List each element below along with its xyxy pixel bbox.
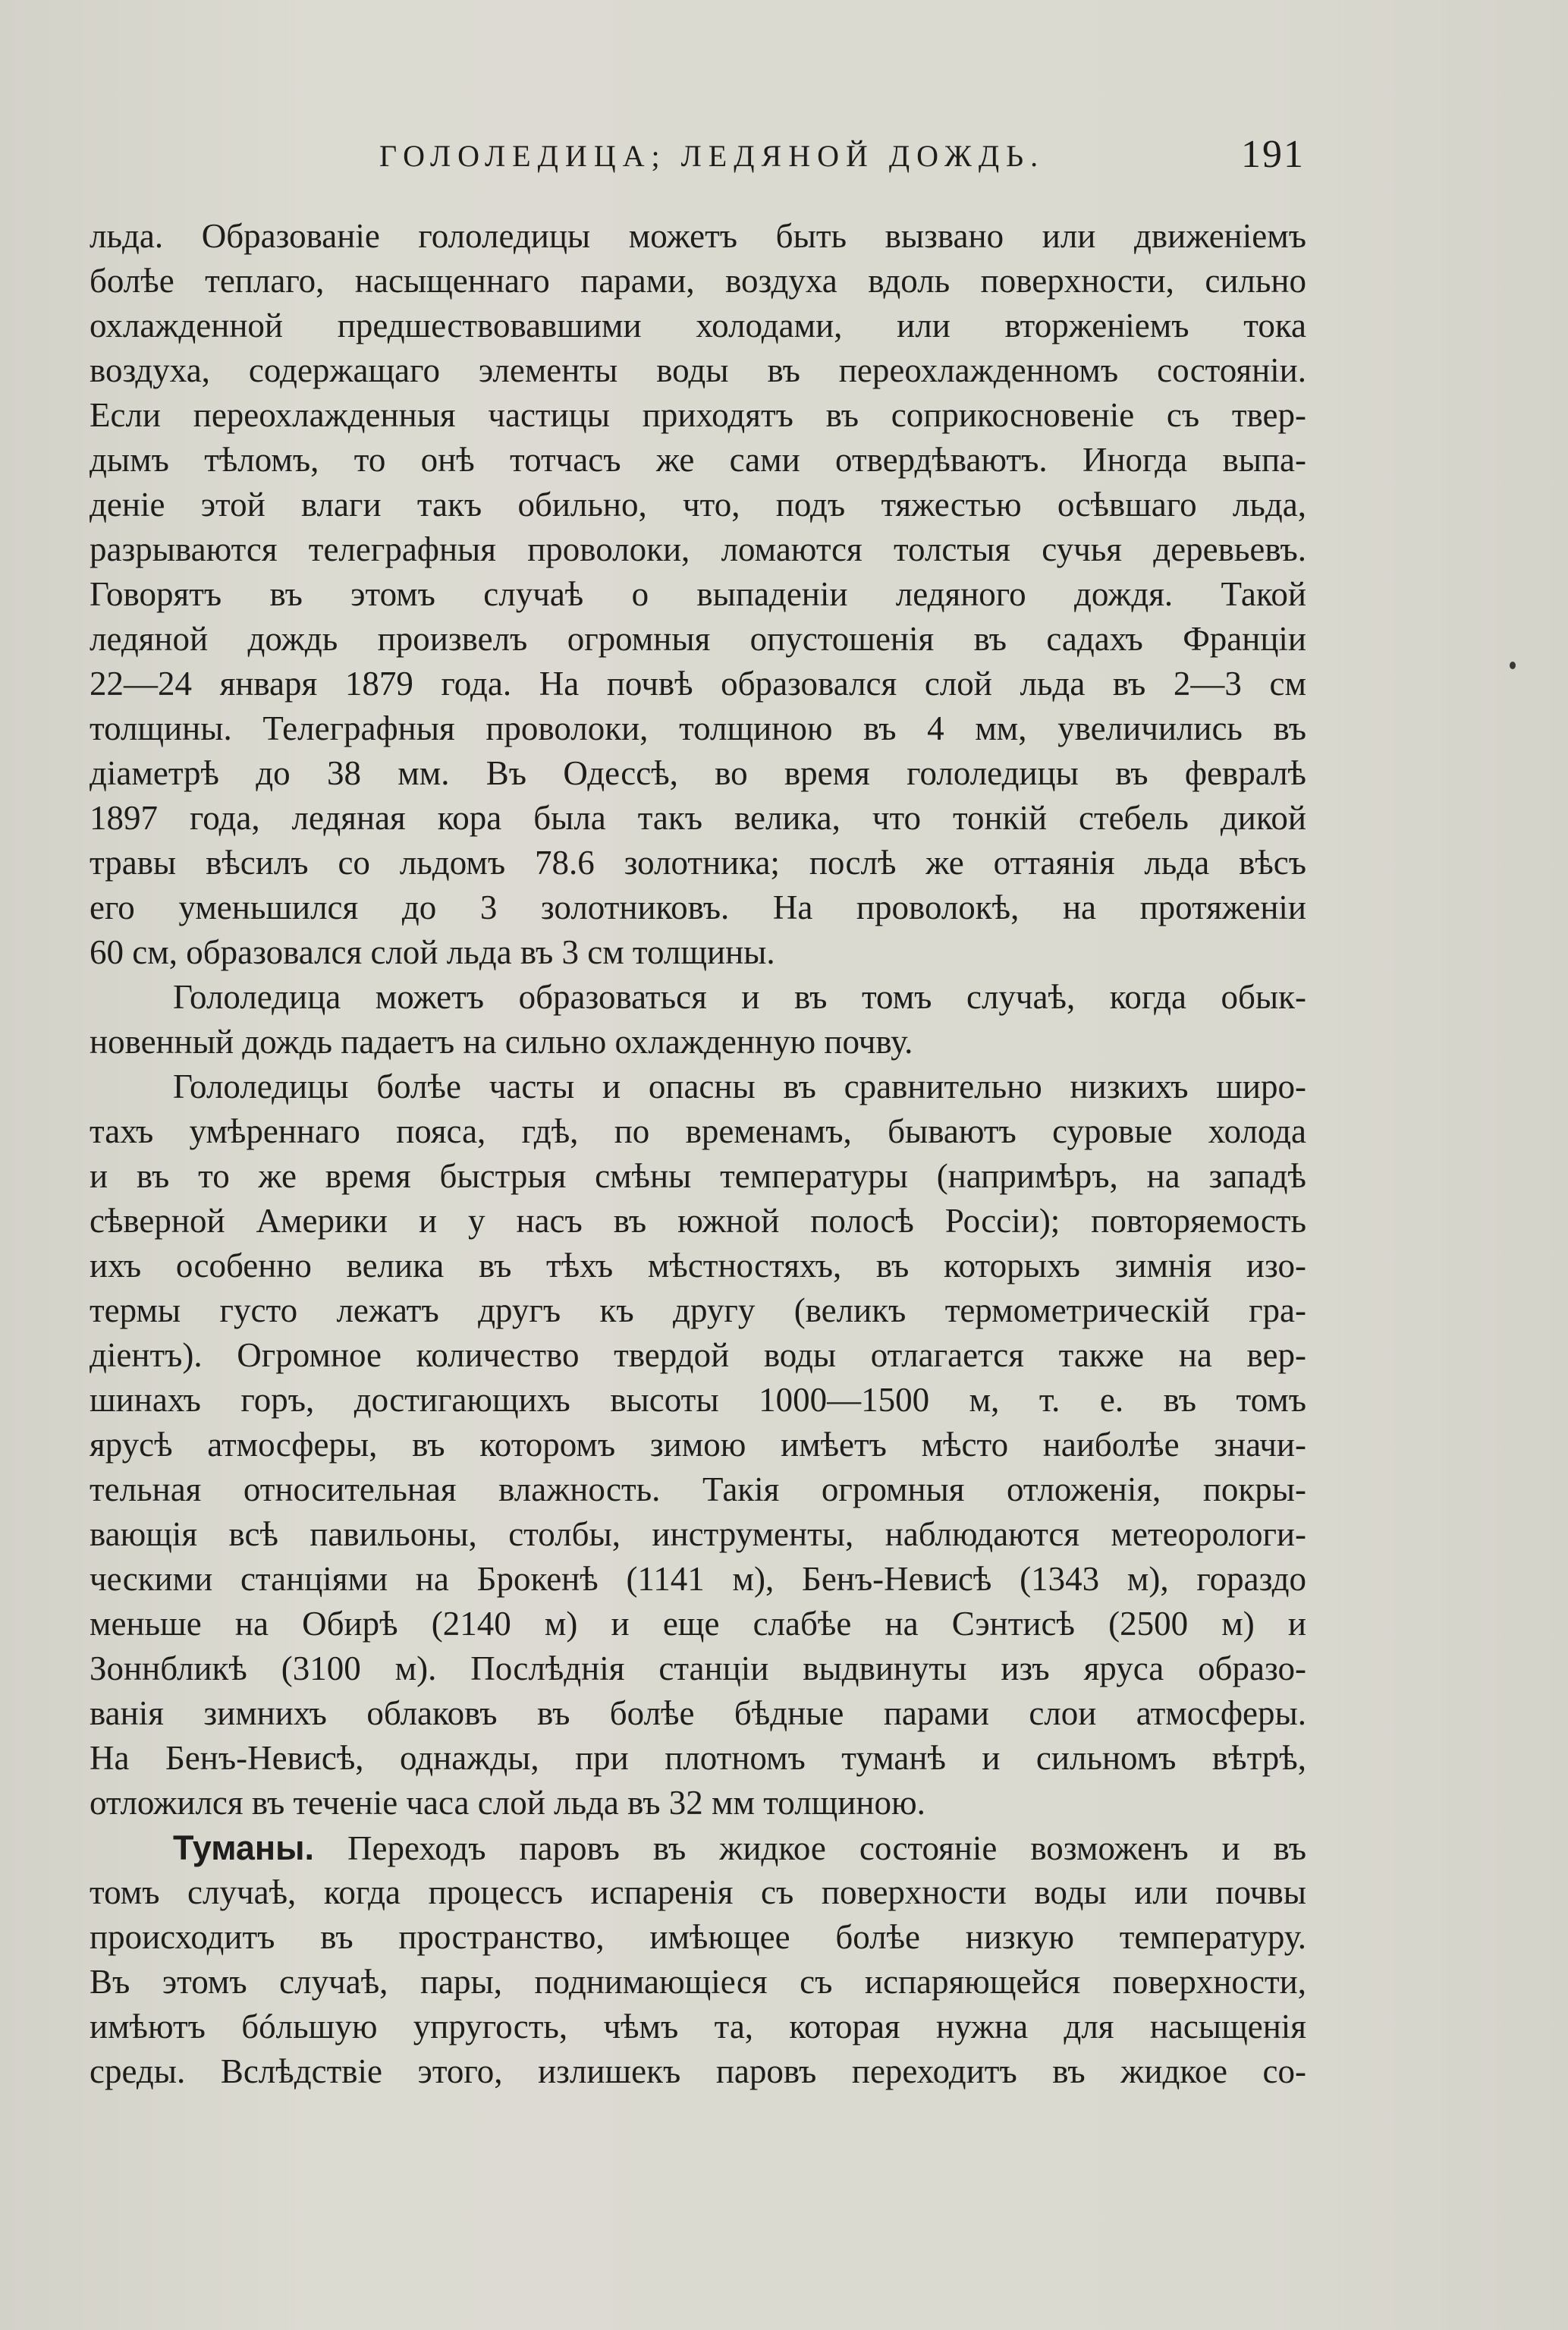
text-line: ихъ особенно велика въ тѣхъ мѣстностяхъ, въ которыхъ зимнія изо-: [90, 1247, 1306, 1284]
text-line: 1897 года, ледяная кора была такъ велика, что тонкій стебель дикой: [90, 799, 1306, 837]
text-line: термы густо лежатъ другъ къ другу (великъ термометрическій гра-: [90, 1291, 1306, 1329]
section-first-line-text: Переходъ паровъ въ жидкое состояніе возможенъ и въ: [347, 1829, 1306, 1867]
text-line: На Бенъ-Невисѣ, однажды, при плотномъ туманѣ и сильномъ вѣтрѣ,: [90, 1739, 1306, 1777]
text-line: дымъ тѣломъ, то онѣ тотчасъ же сами отвердѣваютъ. Иногда выпа-: [90, 441, 1306, 479]
text-line: Если переохлажденныя частицы приходятъ въ соприкосновеніе съ твер-: [90, 396, 1306, 434]
text-line: деніе этой влаги такъ обильно, что, подъ тяжестью осѣвшаго льда,: [90, 486, 1306, 524]
page-header: [91, 133, 1305, 191]
text-line: тахъ умѣреннаго пояса, гдѣ, по временамъ, бываютъ суровые холода: [90, 1112, 1306, 1150]
text-line: Гололедицы болѣе часты и опасны въ сравнительно низкихъ широ-: [173, 1068, 1306, 1105]
section-heading: Туманы.: [173, 1828, 315, 1867]
text-line: тельная относительная влажность. Такія огромныя отложенія, покры-: [90, 1470, 1306, 1508]
text-line: имѣютъ бóльшую упругость, чѣмъ та, которая нужна для насыщенія: [90, 2008, 1306, 2045]
text-line: ярусѣ атмосферы, въ которомъ зимою имѣетъ мѣсто наиболѣе значи-: [90, 1426, 1306, 1464]
text-line: діаметрѣ до 38 мм. Въ Одессѣ, во время гололедицы въ февралѣ: [90, 754, 1306, 792]
text-line: разрываются телеграфныя проволоки, ломаются толстыя сучья деревьевъ.: [90, 530, 1306, 568]
text-line: среды. Вслѣдствіе этого, излишекъ паровъ переходитъ въ жидкое со-: [90, 2052, 1306, 2090]
text-line: льда. Образованіе гололедицы можетъ быть вызвано или движеніемъ: [90, 217, 1306, 255]
text-line: шинахъ горъ, достигающихъ высоты 1000—1500 м, т. е. въ томъ: [90, 1381, 1306, 1419]
running-head: ГОЛОЛЕДИЦА; ЛЕДЯНОЙ ДОЖДЬ.: [379, 139, 1045, 173]
text-line: травы вѣсилъ со льдомъ 78.6 золотника; послѣ же оттаянія льда вѣсъ: [90, 844, 1306, 882]
text-line: его уменьшился до 3 золотниковъ. На проволокѣ, на протяженіи: [90, 888, 1306, 926]
text-line: Говорятъ въ этомъ случаѣ о выпаденіи ледяного дождя. Такой: [90, 575, 1306, 613]
text-line: сѣверной Америки и у насъ въ южной полосѣ Россіи); повторяемость: [90, 1202, 1306, 1240]
text-line: воздуха, содержащаго элементы воды въ переохлажденномъ состояніи.: [90, 351, 1306, 389]
text-line: Зоннбликѣ (3100 м). Послѣднія станціи выдвинуты изъ яруса образо-: [90, 1649, 1306, 1687]
text-line: томъ случаѣ, когда процессъ испаренія съ поверхности воды или почвы: [90, 1873, 1306, 1911]
text-line: Въ этомъ случаѣ, пары, поднимающіеся съ испаряющейся поверхности,: [90, 1963, 1306, 2001]
text-line: ледяной дождь произвелъ огромныя опустошенія въ садахъ Франціи: [90, 620, 1306, 658]
text-line: 22—24 января 1879 года. На почвѣ образовался слой льда въ 2—3 см: [90, 665, 1306, 703]
text-line: діентъ). Огромное количество твердой воды отлагается также на вер-: [90, 1336, 1306, 1374]
body-text: [90, 214, 1306, 2094]
text-line: Гололедица можетъ образоваться и въ томъ случаѣ, когда обык-: [173, 978, 1306, 1016]
text-line: ванія зимнихъ облаковъ въ болѣе бѣдные парами слои атмосферы.: [90, 1694, 1306, 1732]
text-line: вающія всѣ павильоны, столбы, инструменты, наблюдаются метеорологи-: [90, 1515, 1306, 1553]
text-line: и въ то же время быстрыя смѣны температуры (напримѣръ, на западѣ: [90, 1157, 1306, 1195]
text-line: отложился въ теченіе часа слой льда въ 32 мм толщиною.: [90, 1784, 925, 1822]
section-first-line: [90, 1825, 1306, 1870]
page-number: 191: [1241, 133, 1305, 176]
text-line: новенный дождь падаетъ на сильно охлажденную почву.: [90, 1023, 913, 1061]
text-line: происходитъ въ пространство, имѣющее болѣе низкую температуру.: [90, 1918, 1306, 1956]
text-line: болѣе теплаго, насыщеннаго парами, воздуха вдоль поверхности, сильно: [90, 262, 1306, 300]
text-line: 60 см, образовался слой льда въ 3 см толщины.: [90, 933, 775, 971]
ink-speck: [1510, 662, 1516, 669]
text-line: ческими станціями на Брокенѣ (1141 м), Бенъ-Невисѣ (1343 м), гораздо: [90, 1560, 1306, 1598]
text-line: охлажденной предшествовавшими холодами, или вторженіемъ тока: [90, 307, 1306, 344]
text-line: меньше на Обирѣ (2140 м) и еще слабѣе на Сэнтисѣ (2500 м) и: [90, 1605, 1306, 1643]
text-line: толщины. Телеграфныя проволоки, толщиною въ 4 мм, увеличились въ: [90, 709, 1306, 747]
